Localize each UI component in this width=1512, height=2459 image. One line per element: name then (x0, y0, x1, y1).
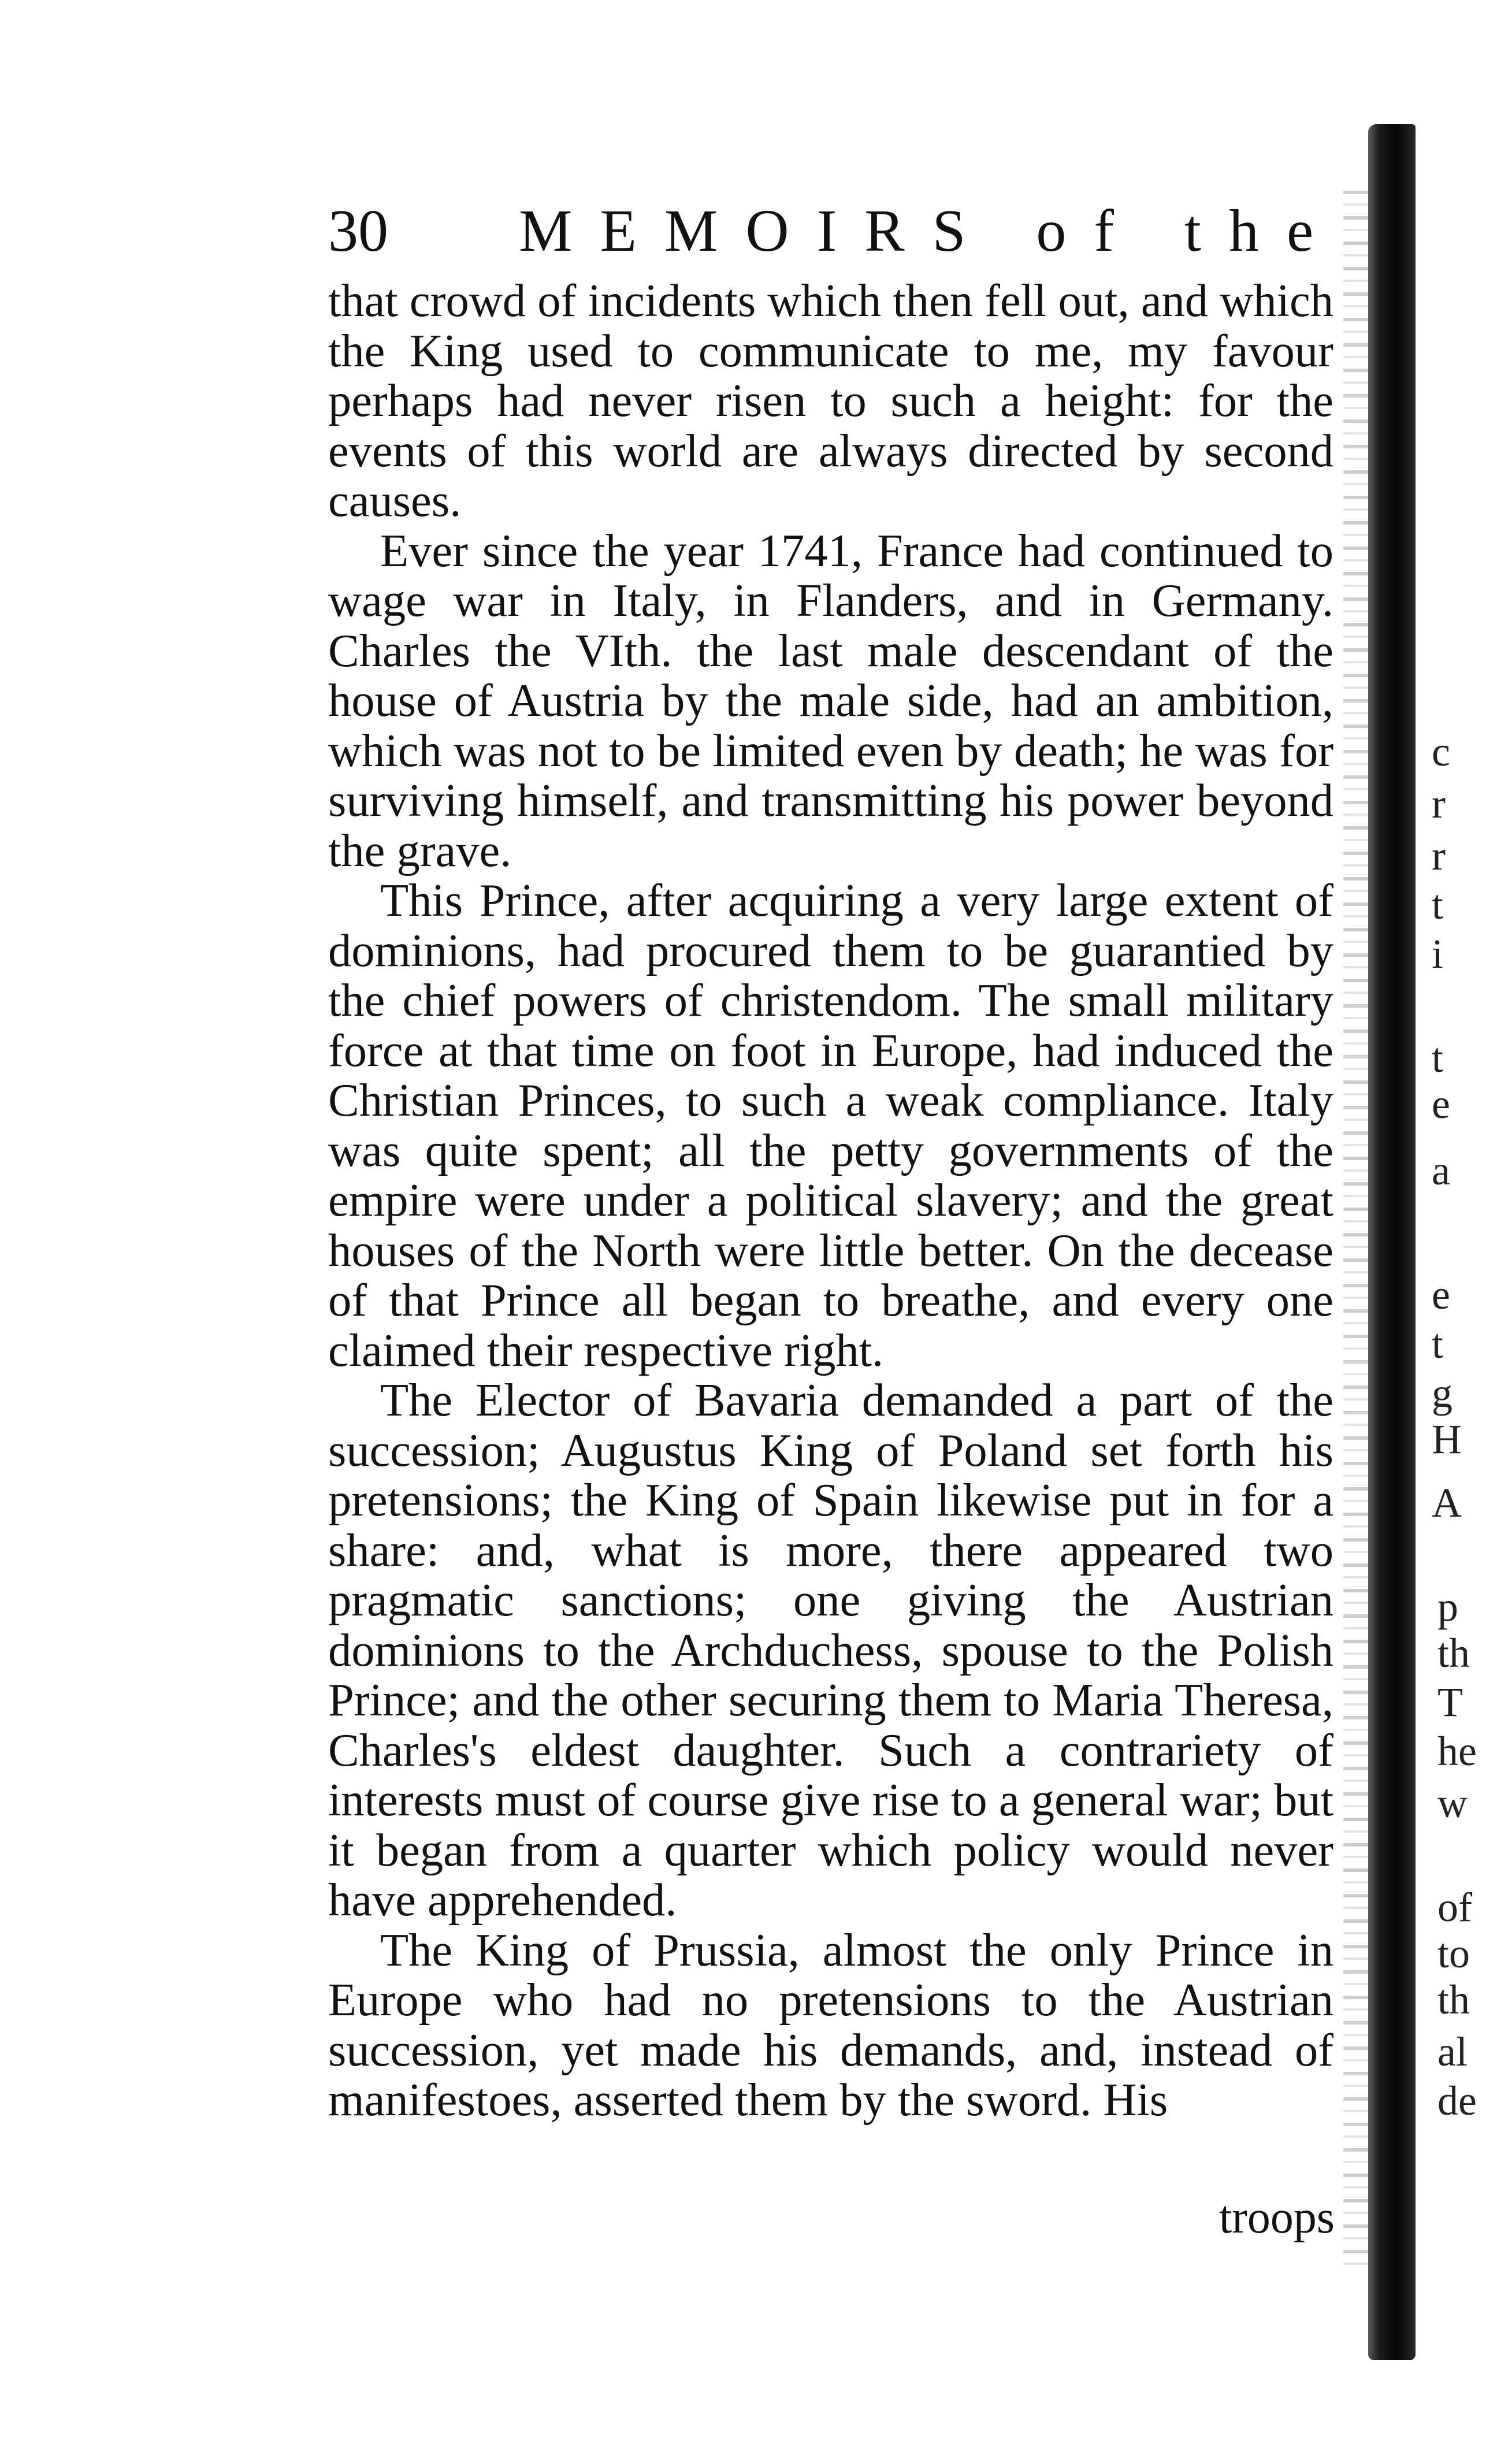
facing-letter: de (1437, 2078, 1477, 2124)
facing-letter: r (1432, 833, 1446, 879)
paragraph: This Prince, after acquiring a very large extent of dominions, had procured them to be guarantied by the chief powers of christendom. The small military force at that time on foot in Europe, had induced the Christian Princes, to such a weak compliance. Italy was quite spent; all the petty governments of the empire were under a political slavery; and the great houses of the North were little better. On the decease of that Prince all began to breathe, and every one claimed their respective right. (328, 875, 1333, 1376)
paragraph: Ever since the year 1741, France had continued to wage war in Italy, in Flanders, and in Germany. Charles the VIth. the last male descendant of the house of Austria by the male side, had an ambition, which was not to be limited even by death; he was for surviving himself, and transmitting his power beyond the grave. (328, 525, 1333, 876)
facing-letter: th (1437, 1977, 1470, 2023)
facing-letter: t (1432, 1035, 1444, 1081)
body-text (328, 276, 1333, 2126)
running-head (328, 191, 1342, 272)
facing-letter: al (1437, 2029, 1468, 2075)
facing-letter: he (1437, 1728, 1477, 1774)
facing-letter: i (1432, 931, 1444, 977)
facing-letter: t (1432, 882, 1444, 928)
facing-letter: r (1432, 781, 1446, 827)
paragraph: The King of Prussia, almost the only Prince in Europe who had no pretensions to the Austrian succession, yet made his demands, and, instead of manifestoes, asserted them by the sword. His (328, 1924, 1333, 2126)
facing-letter: T (1437, 1679, 1463, 1725)
binding-gutter (1368, 124, 1416, 2360)
facing-letter: th (1437, 1630, 1470, 1676)
facing-letter: p (1437, 1584, 1458, 1630)
facing-letter: c (1432, 729, 1450, 775)
catchword: troops (1219, 2192, 1335, 2243)
facing-letter: H (1432, 1416, 1462, 1462)
facing-letter: A (1432, 1480, 1462, 1526)
facing-letter: e (1432, 1272, 1450, 1318)
facing-letter: of (1437, 1884, 1472, 1930)
gutter-shadow (1343, 191, 1371, 2271)
running-title: MEMOIRS of the (519, 198, 1342, 264)
facing-letter: t (1432, 1321, 1444, 1367)
page-number: 30 (328, 198, 388, 264)
facing-letter: e (1432, 1081, 1450, 1127)
facing-letter: g (1432, 1370, 1452, 1416)
facing-page-edge (1432, 0, 1512, 2459)
facing-letter: a (1432, 1147, 1450, 1194)
facing-letter: to (1437, 1930, 1470, 1977)
paragraph: The Elector of Bavaria demanded a part of the succession; Augustus King of Poland set forth his pretensions; the King of Spain likewise put in for a share: and, what is more, there appeared two pragmatic sanctions; one giving the Austrian dominions to the Archduchess, spouse to the Polish Prince; and the other securing them to Maria Theresa, Charles's eldest daughter. Such a contrariety of interests must of course give rise to a general war; but it began from a quarter which policy would never have apprehended. (328, 1375, 1333, 1926)
paragraph: that crowd of incidents which then fell out, and which the King used to communicate to me, my favour perhaps had never risen to such a height: for the events of this world are always directed by second causes. (328, 275, 1333, 526)
facing-letter: w (1437, 1780, 1468, 1826)
